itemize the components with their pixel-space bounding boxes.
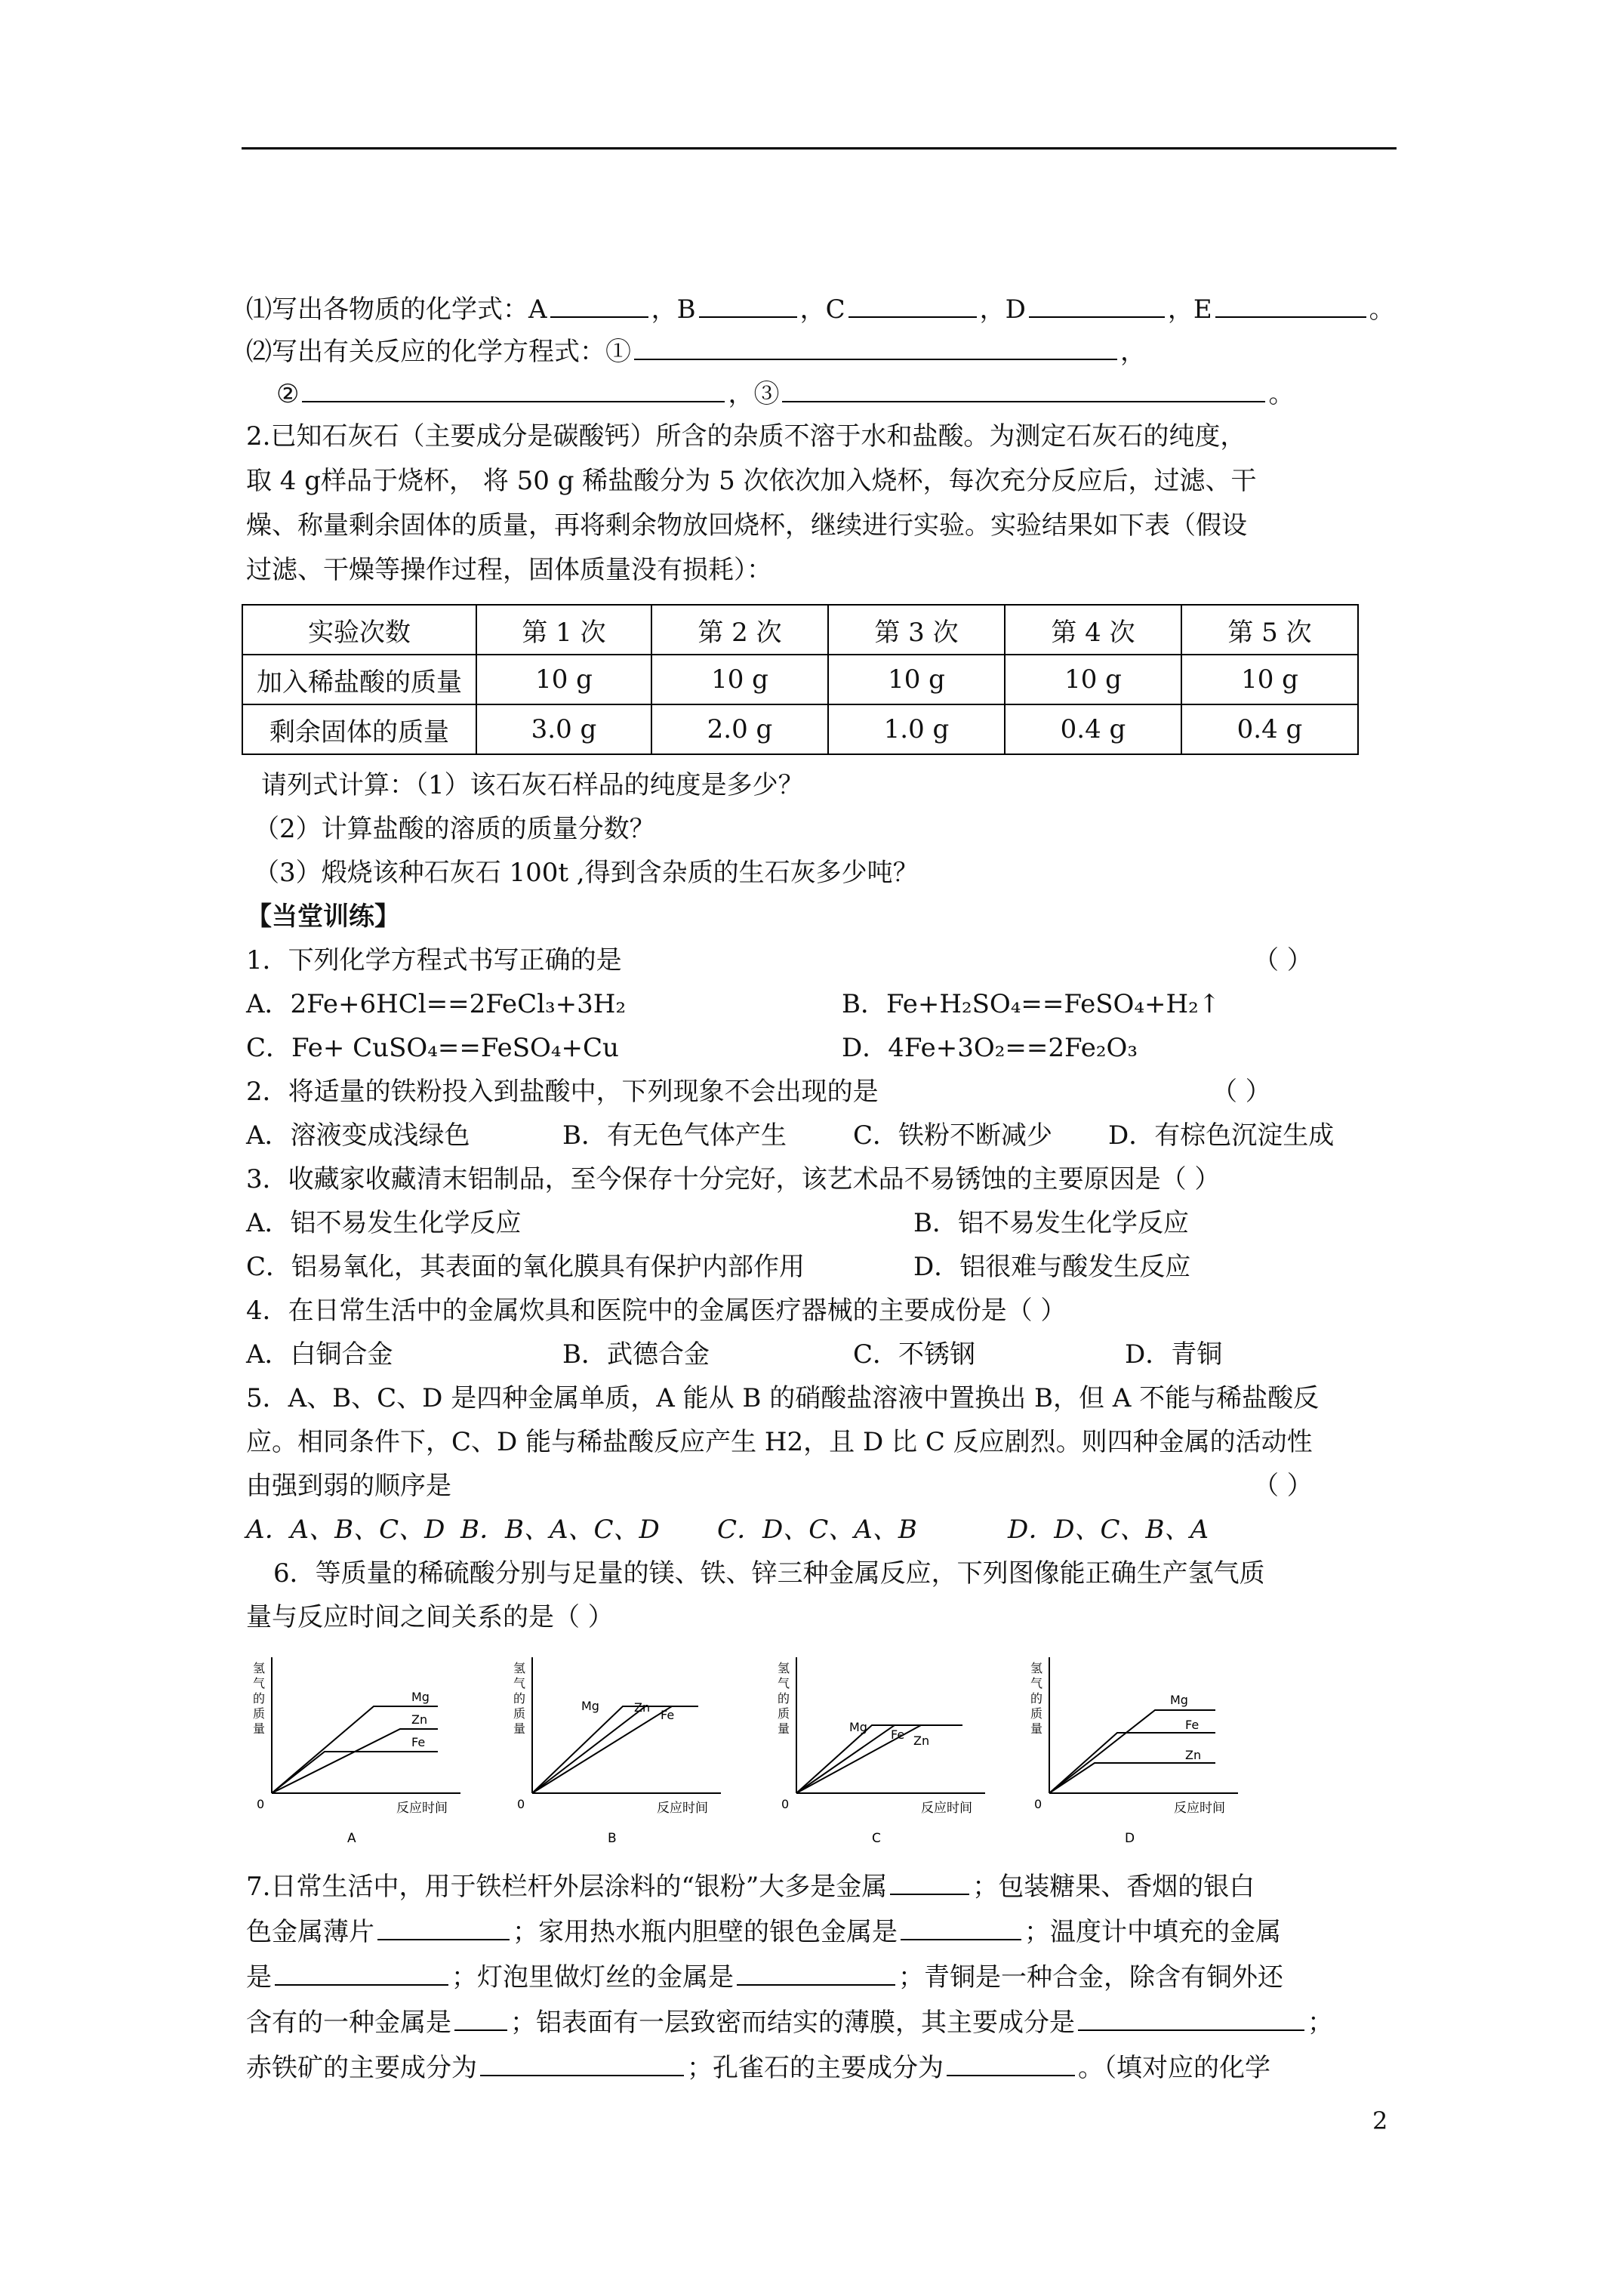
table-row xyxy=(242,655,1358,704)
axis-label-y: 质 xyxy=(253,1706,266,1721)
table-cell: 2.0 g xyxy=(651,704,828,754)
t2-stem: 2．将适量的铁粉投入到盐酸中，下列现象不会出现的是 xyxy=(246,1077,879,1107)
blank[interactable] xyxy=(947,2049,1075,2076)
origin-label: 0 xyxy=(517,1797,525,1811)
blank[interactable] xyxy=(275,1959,448,1986)
answer-graphs xyxy=(249,1650,1306,1854)
t5-text-1: 5．A、B、C、D 是四种金属单质，A 能从 B 的硝酸盐溶液中置换出 B，但 A 不能与稀盐酸反 xyxy=(246,1383,1320,1413)
q1-equation-line: ⑵写出有关反应的化学方程式：① ， xyxy=(246,333,1146,368)
blank[interactable] xyxy=(377,1913,510,1940)
axis-label-y: 质 xyxy=(513,1706,526,1721)
series-label: Mg xyxy=(581,1699,599,1713)
axis-label-y: 质 xyxy=(1030,1706,1043,1721)
option-d[interactable]: D．铝很难与酸发生反应 xyxy=(913,1252,1191,1282)
t4-stem: 4．在日常生活中的金属炊具和医院中的金属医疗器械的主要成份是（ ） xyxy=(246,1296,1067,1326)
option-c[interactable]: C．铝易氧化，其表面的氧化膜具有保护内部作用 xyxy=(246,1252,805,1282)
t7-line-4: 含有的一种金属是 ；铝表面有一层致密而结实的薄膜，其主要成分是 ； xyxy=(246,2004,1333,2039)
axis-label-y: 气 xyxy=(1030,1676,1043,1690)
t6-text-1: 6．等质量的稀硫酸分别与足量的镁、铁、锌三种金属反应，下列图像能正确生产氢气质 xyxy=(273,1558,1265,1589)
q1-equation-line-2: ② ，③ 。 xyxy=(276,375,1294,411)
axis-label-y: 的 xyxy=(513,1691,526,1706)
series-label: Zn xyxy=(913,1734,930,1748)
q2-text-2: 取 4 g样品于烧杯， 将 50 g 稀盐酸分为 5 次依次加入烧杯，每次充分反应后，过滤、干 xyxy=(246,466,1257,496)
blank[interactable] xyxy=(699,291,797,318)
table-header: 实验次数 xyxy=(242,605,476,655)
axis-label-x: 反应时间 xyxy=(657,1801,708,1816)
blank[interactable] xyxy=(480,2049,684,2076)
option-a[interactable]: A．A、B、C、D xyxy=(246,1515,445,1545)
t7-line-1: 7.日常生活中，用于铁栏杆外层涂料的“银粉”大多是金属 ；包装糖果、香烟的银白 xyxy=(246,1868,1255,1903)
table-cell: 剩余固体的质量 xyxy=(242,704,476,754)
table-row xyxy=(242,704,1358,754)
q2-text-4: 过滤、干燥等操作过程，固体质量没有损耗）： xyxy=(246,555,772,585)
axis-label-y: 的 xyxy=(253,1691,266,1706)
t7-line-5: 赤铁矿的主要成分为 ；孔雀石的主要成分为 。（填对应的化学 xyxy=(246,2049,1270,2085)
answer-bracket[interactable]: （ ） xyxy=(1253,1471,1313,1501)
axis-label-y: 的 xyxy=(1030,1691,1043,1706)
blank[interactable] xyxy=(1215,291,1366,318)
series-label: Fe xyxy=(411,1735,426,1749)
option-b[interactable]: B．武德合金 xyxy=(562,1339,710,1370)
option-d[interactable]: D．有棕色沉淀生成 xyxy=(1108,1120,1335,1151)
series-line xyxy=(796,1725,962,1793)
table-cell: 10 g xyxy=(1005,655,1181,704)
panel-label: C xyxy=(872,1831,881,1846)
axis-label-y: 氢 xyxy=(1030,1661,1043,1675)
option-c[interactable]: C．不锈钢 xyxy=(853,1339,976,1370)
panel-label: D xyxy=(1125,1831,1135,1846)
table-header-row xyxy=(242,605,1358,655)
page-number: 2 xyxy=(1372,2106,1388,2135)
panel-label: B xyxy=(608,1831,617,1846)
t5-text-3: 由强到弱的顺序是 xyxy=(246,1471,451,1501)
option-d[interactable]: D．青铜 xyxy=(1125,1339,1223,1370)
option-c[interactable]: C．Fe+ CuSO₄==FeSO₄+Cu xyxy=(246,1033,619,1063)
option-d[interactable]: D．D、C、B、A xyxy=(1008,1515,1209,1545)
option-b[interactable]: B．铝不易发生化学反应 xyxy=(913,1208,1189,1238)
answer-bracket[interactable]: （ ） xyxy=(1253,945,1313,975)
table-header: 第 2 次 xyxy=(651,605,828,655)
table-cell: 0.4 g xyxy=(1005,704,1181,754)
t6-text-2: 量与反应时间之间关系的是（ ） xyxy=(246,1602,614,1632)
blank[interactable] xyxy=(634,333,1117,360)
blank[interactable] xyxy=(550,291,648,318)
table-header: 第 3 次 xyxy=(828,605,1005,655)
t1-stem: 1．下列化学方程式书写正确的是 xyxy=(246,945,622,975)
series-label: Zn xyxy=(1185,1748,1202,1762)
axis-label-y: 气 xyxy=(778,1676,790,1690)
table-header: 第 4 次 xyxy=(1005,605,1181,655)
q2-question-1: 请列式计算：（1）该石灰石样品的纯度是多少？ xyxy=(261,770,804,800)
t3-stem: 3．收藏家收藏清末铝制品，至今保存十分完好，该艺术品不易锈蚀的主要原因是（ ） xyxy=(246,1164,1221,1194)
blank[interactable] xyxy=(901,1913,1021,1940)
origin-label: 0 xyxy=(257,1797,265,1811)
table-cell: 加入稀盐酸的质量 xyxy=(242,655,476,704)
q2-text-1: 2.已知石灰石（主要成分是碳酸钙）所含的杂质不溶于水和盐酸。为测定石灰石的纯度， xyxy=(246,421,1246,451)
blank[interactable] xyxy=(737,1959,895,1986)
series-label: Fe xyxy=(891,1727,905,1742)
series-label: Mg xyxy=(849,1720,867,1734)
q2-question-2: （2）计算盐酸的溶质的质量分数？ xyxy=(254,814,655,844)
series-line xyxy=(1049,1763,1215,1793)
table-header: 第 1 次 xyxy=(476,605,651,655)
table-cell: 1.0 g xyxy=(828,704,1005,754)
blank[interactable] xyxy=(782,375,1265,402)
table-cell: 3.0 g xyxy=(476,704,651,754)
origin-label: 0 xyxy=(781,1797,790,1811)
table-cell: 10 g xyxy=(1181,655,1358,704)
option-a[interactable]: A．铝不易发生化学反应 xyxy=(246,1208,522,1238)
table-cell: 10 g xyxy=(828,655,1005,704)
axis-label-y: 气 xyxy=(513,1676,526,1690)
table-cell: 10 g xyxy=(651,655,828,704)
t5-text-2: 应。相同条件下，C、D 能与稀盐酸反应产生 H2，且 D 比 C 反应剧烈。则四种金属的活动性 xyxy=(246,1427,1313,1457)
option-b[interactable]: B．B、A、C、D xyxy=(460,1515,660,1545)
table-header: 第 5 次 xyxy=(1181,605,1358,655)
axis-label-y: 氢 xyxy=(253,1661,266,1675)
axis-label-y: 量 xyxy=(513,1721,526,1736)
axis-label-y: 的 xyxy=(778,1691,790,1706)
axis-label-y: 气 xyxy=(253,1676,266,1690)
axis-label-y: 氢 xyxy=(513,1661,526,1675)
axis-label-x: 反应时间 xyxy=(1174,1801,1225,1816)
table-cell: 10 g xyxy=(476,655,651,704)
series-label: Mg xyxy=(411,1690,430,1704)
panel-label: A xyxy=(347,1831,356,1846)
axis-label-y: 量 xyxy=(253,1721,266,1736)
option-a[interactable]: A．溶液变成浅绿色 xyxy=(246,1120,470,1151)
header-rule xyxy=(242,147,1397,149)
option-d[interactable]: D．4Fe+3O₂==2Fe₂O₃ xyxy=(842,1033,1138,1063)
blank[interactable] xyxy=(302,375,725,402)
section-heading: 【当堂训练】 xyxy=(246,901,400,932)
q1-formula-line: ⑴写出各物质的化学式：A ，B ，C ，D ，E 。 xyxy=(246,291,1395,326)
blank[interactable] xyxy=(848,291,977,318)
blank[interactable] xyxy=(1078,2004,1304,2031)
table-cell: 0.4 g xyxy=(1181,704,1358,754)
series-label: Mg xyxy=(1170,1693,1188,1707)
t7-line-3: 是 ；灯泡里做灯丝的金属是 ；青铜是一种合金，除含有铜外还 xyxy=(246,1959,1283,1994)
series-label: Fe xyxy=(1185,1718,1200,1732)
option-c[interactable]: C．D、C、A、B xyxy=(717,1515,917,1545)
option-b[interactable]: B．有无色气体产生 xyxy=(562,1120,787,1151)
option-a[interactable]: A．白铜合金 xyxy=(246,1339,393,1370)
q2-text-3: 燥、称量剩余固体的质量，再将剩余物放回烧杯，继续进行实验。实验结果如下表（假设 xyxy=(246,510,1247,541)
axis-label-x: 反应时间 xyxy=(921,1801,972,1816)
option-b[interactable]: B．Fe+H₂SO₄==FeSO₄+H₂↑ xyxy=(842,989,1221,1019)
axis-label-y: 量 xyxy=(1030,1721,1043,1736)
series-label: Zn xyxy=(634,1700,651,1715)
option-a[interactable]: A．2Fe+6HCl==2FeCl₃+3H₂ xyxy=(246,989,627,1019)
series-label: Zn xyxy=(411,1712,428,1727)
experiment-table xyxy=(242,604,1359,755)
blank[interactable] xyxy=(890,1868,969,1895)
blank[interactable] xyxy=(454,2004,507,2031)
axis-label-y: 氢 xyxy=(778,1661,790,1675)
axis-label-y: 质 xyxy=(778,1706,790,1721)
axis-label-x: 反应时间 xyxy=(396,1801,448,1816)
blank[interactable] xyxy=(1029,291,1165,318)
origin-label: 0 xyxy=(1034,1797,1042,1811)
t7-line-2: 色金属薄片 ；家用热水瓶内胆壁的银色金属是 ；温度计中填充的金属 xyxy=(246,1913,1281,1949)
answer-bracket[interactable]: （ ） xyxy=(1212,1077,1271,1107)
q2-question-3: （3）煅烧该种石灰石 100t ,得到含杂质的生石灰多少吨？ xyxy=(254,858,919,888)
option-c[interactable]: C．铁粉不断减少 xyxy=(853,1120,1053,1151)
series-label: Fe xyxy=(661,1708,675,1722)
axis-label-y: 量 xyxy=(778,1721,790,1736)
